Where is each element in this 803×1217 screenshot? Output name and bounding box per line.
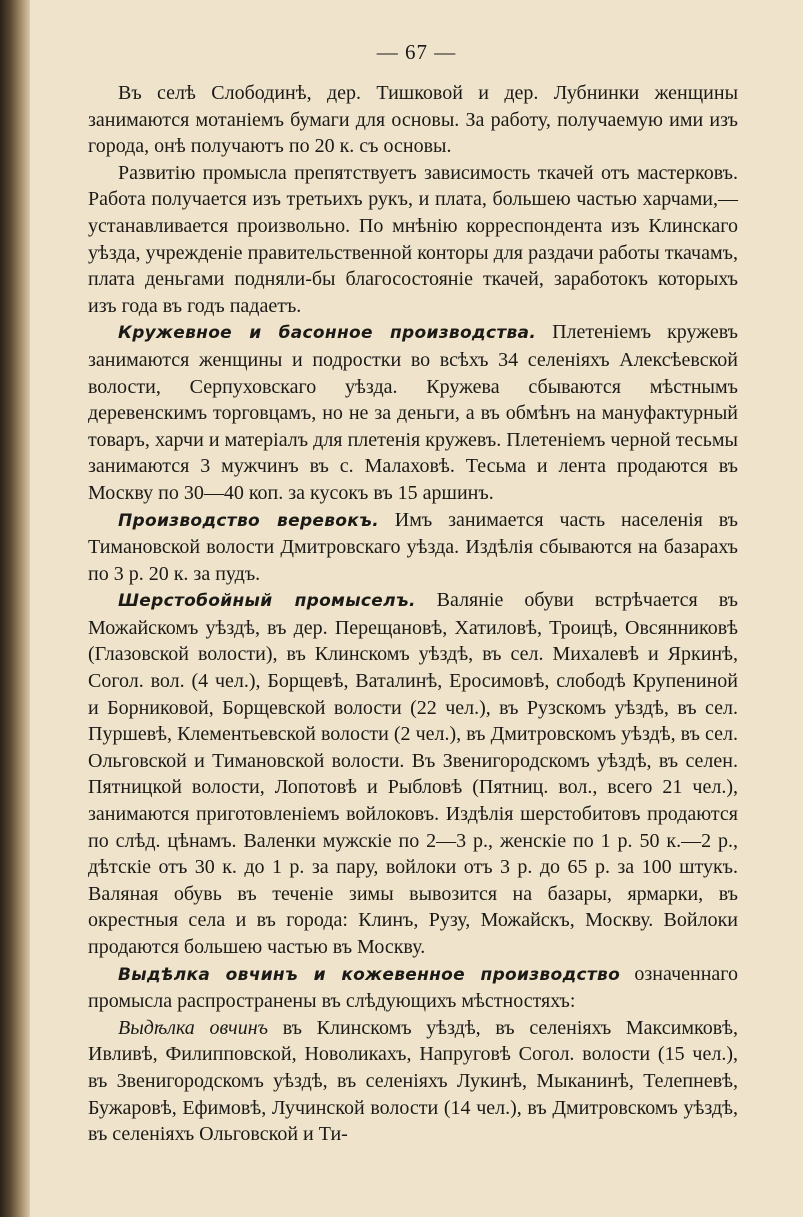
- section-heading: Кружевное и басонное производства.: [118, 323, 537, 344]
- paragraph: [88, 507, 738, 588]
- page-body: [88, 80, 738, 1148]
- page-number: — 67 —: [376, 40, 457, 64]
- section-heading: Выдѣлка овчинъ и кожевенное производство: [118, 964, 621, 985]
- paragraph: [88, 160, 738, 320]
- paragraph: [88, 587, 738, 960]
- paragraph: [88, 1015, 738, 1148]
- paragraph-text: Валяніе обуви встрѣчается въ Можайскомъ уѣздѣ, въ дер. Перещановѣ, Хатиловѣ, Троицѣ, Овсянниковѣ (Глазовской волости), въ Клинскомъ уѣздѣ, въ сел. Михалевѣ и Яркинѣ, Согол. вол. (4 чел.), Борщевѣ, Ваталинѣ, Еросимовѣ, слободѣ Крупениной и Борниковой, Борщевской волости (22 чел.), въ Рузскомъ уѣздѣ, въ сел. Пуршевѣ, Клементьевской волости (2 чел.), въ Дмитровскомъ уѣздѣ, въ сел. Ольговской и Тимановской волости. Въ Звенигородскомъ уѣздѣ, въ селен. Пятницкой волости, Лопотовѣ и Рыбловѣ (Пятниц. вол., всего 21 чел.), занимаются приготовленіемъ войлоковъ. Издѣлія шерстобитовъ продаются по слѣд. цѣнамъ. Валенки мужскіе по 2—3 р., женскіе по 1 р. 50 к.—2 р., дѣтскіе отъ 30 к. до 1 р. за пару, войлоки отъ 3 р. до 65 р. за 100 штукъ. Валяная обувь въ теченіе зимы вывозится на базары, ярмарки, въ окрестныя села и въ города: Клинъ, Рузу, Можайскъ, Москву. Войлоки продаются большею частью въ Москву.: [88, 589, 738, 958]
- paragraph-text: Въ селѣ Слободинѣ, дер. Тишковой и дер. Лубнинки женщины занимаются мотаніемъ бумаги для основы. За работу, получаемую ими изъ города, онѣ получаютъ по 20 к. съ основы.: [88, 82, 738, 158]
- subsection-heading: Выдѣлка овчинъ: [118, 1016, 268, 1039]
- section-heading: Производство веревокъ.: [118, 510, 379, 531]
- paragraph: [88, 961, 738, 1015]
- book-binding-edge: [0, 0, 30, 1217]
- paragraph: [88, 319, 738, 506]
- paragraph-text: Плетеніемъ кружевъ занимаются женщины и подростки во всѣхъ 34 селеніяхъ Алексѣевской волости, Серпуховскаго уѣзда. Кружева сбываются мѣстнымъ деревенскимъ торговцамъ, но не за деньги, а въ обмѣнъ на мануфактурный товаръ, харчи и матеріалъ для плетенія кружевъ. Плетеніемъ черной тесьмы занимаются 3 мужчинъ въ с. Малаховѣ. Тесьма и лента продаются въ Москву по 30—40 коп. за кусокъ въ 15 аршинъ.: [88, 321, 739, 504]
- paragraph-text: Развитію промысла препятствуетъ зависимость ткачей отъ мастерковъ. Работа получается изъ третьихъ рукъ, и плата, большею частью харчами,—устанавливается произвольно. По мнѣнію корреспондента изъ Клинскаго уѣзда, учрежденіе правительственной конторы для раздачи работы ткачамъ, плата деньгами подняли-бы благосостояніе ткачей, заработокъ которыхъ изъ года въ годъ падаетъ.: [88, 161, 738, 317]
- book-page: [30, 0, 803, 1217]
- paragraph-text: Имъ занимается часть населенія въ Тимановской волости Дмитровскаго уѣзда. Издѣлія сбываются на базарахъ по 3 р. 20 к. за пудъ.: [88, 508, 738, 585]
- paragraph: [88, 80, 738, 160]
- paragraph-text: въ Клинскомъ уѣздѣ, въ селеніяхъ Максимковѣ, Ивливѣ, Филипповской, Новоликахъ, Напруговѣ Согол. волости (15 чел.), въ Звенигородскомъ уѣздѣ, въ селеніяхъ Лукинѣ, Мыканинѣ, Телепневѣ, Бужаровѣ, Ефимовѣ, Лучинской волости (14 чел.), въ Дмитровскомъ уѣздѣ, въ селеніяхъ Ольговской и Ти-: [88, 1016, 739, 1146]
- paragraph-text: означеннаго промысла распространены въ слѣдующихъ мѣстностяхъ:: [88, 962, 739, 1013]
- section-heading: Шерстобойный промыселъ.: [118, 591, 416, 612]
